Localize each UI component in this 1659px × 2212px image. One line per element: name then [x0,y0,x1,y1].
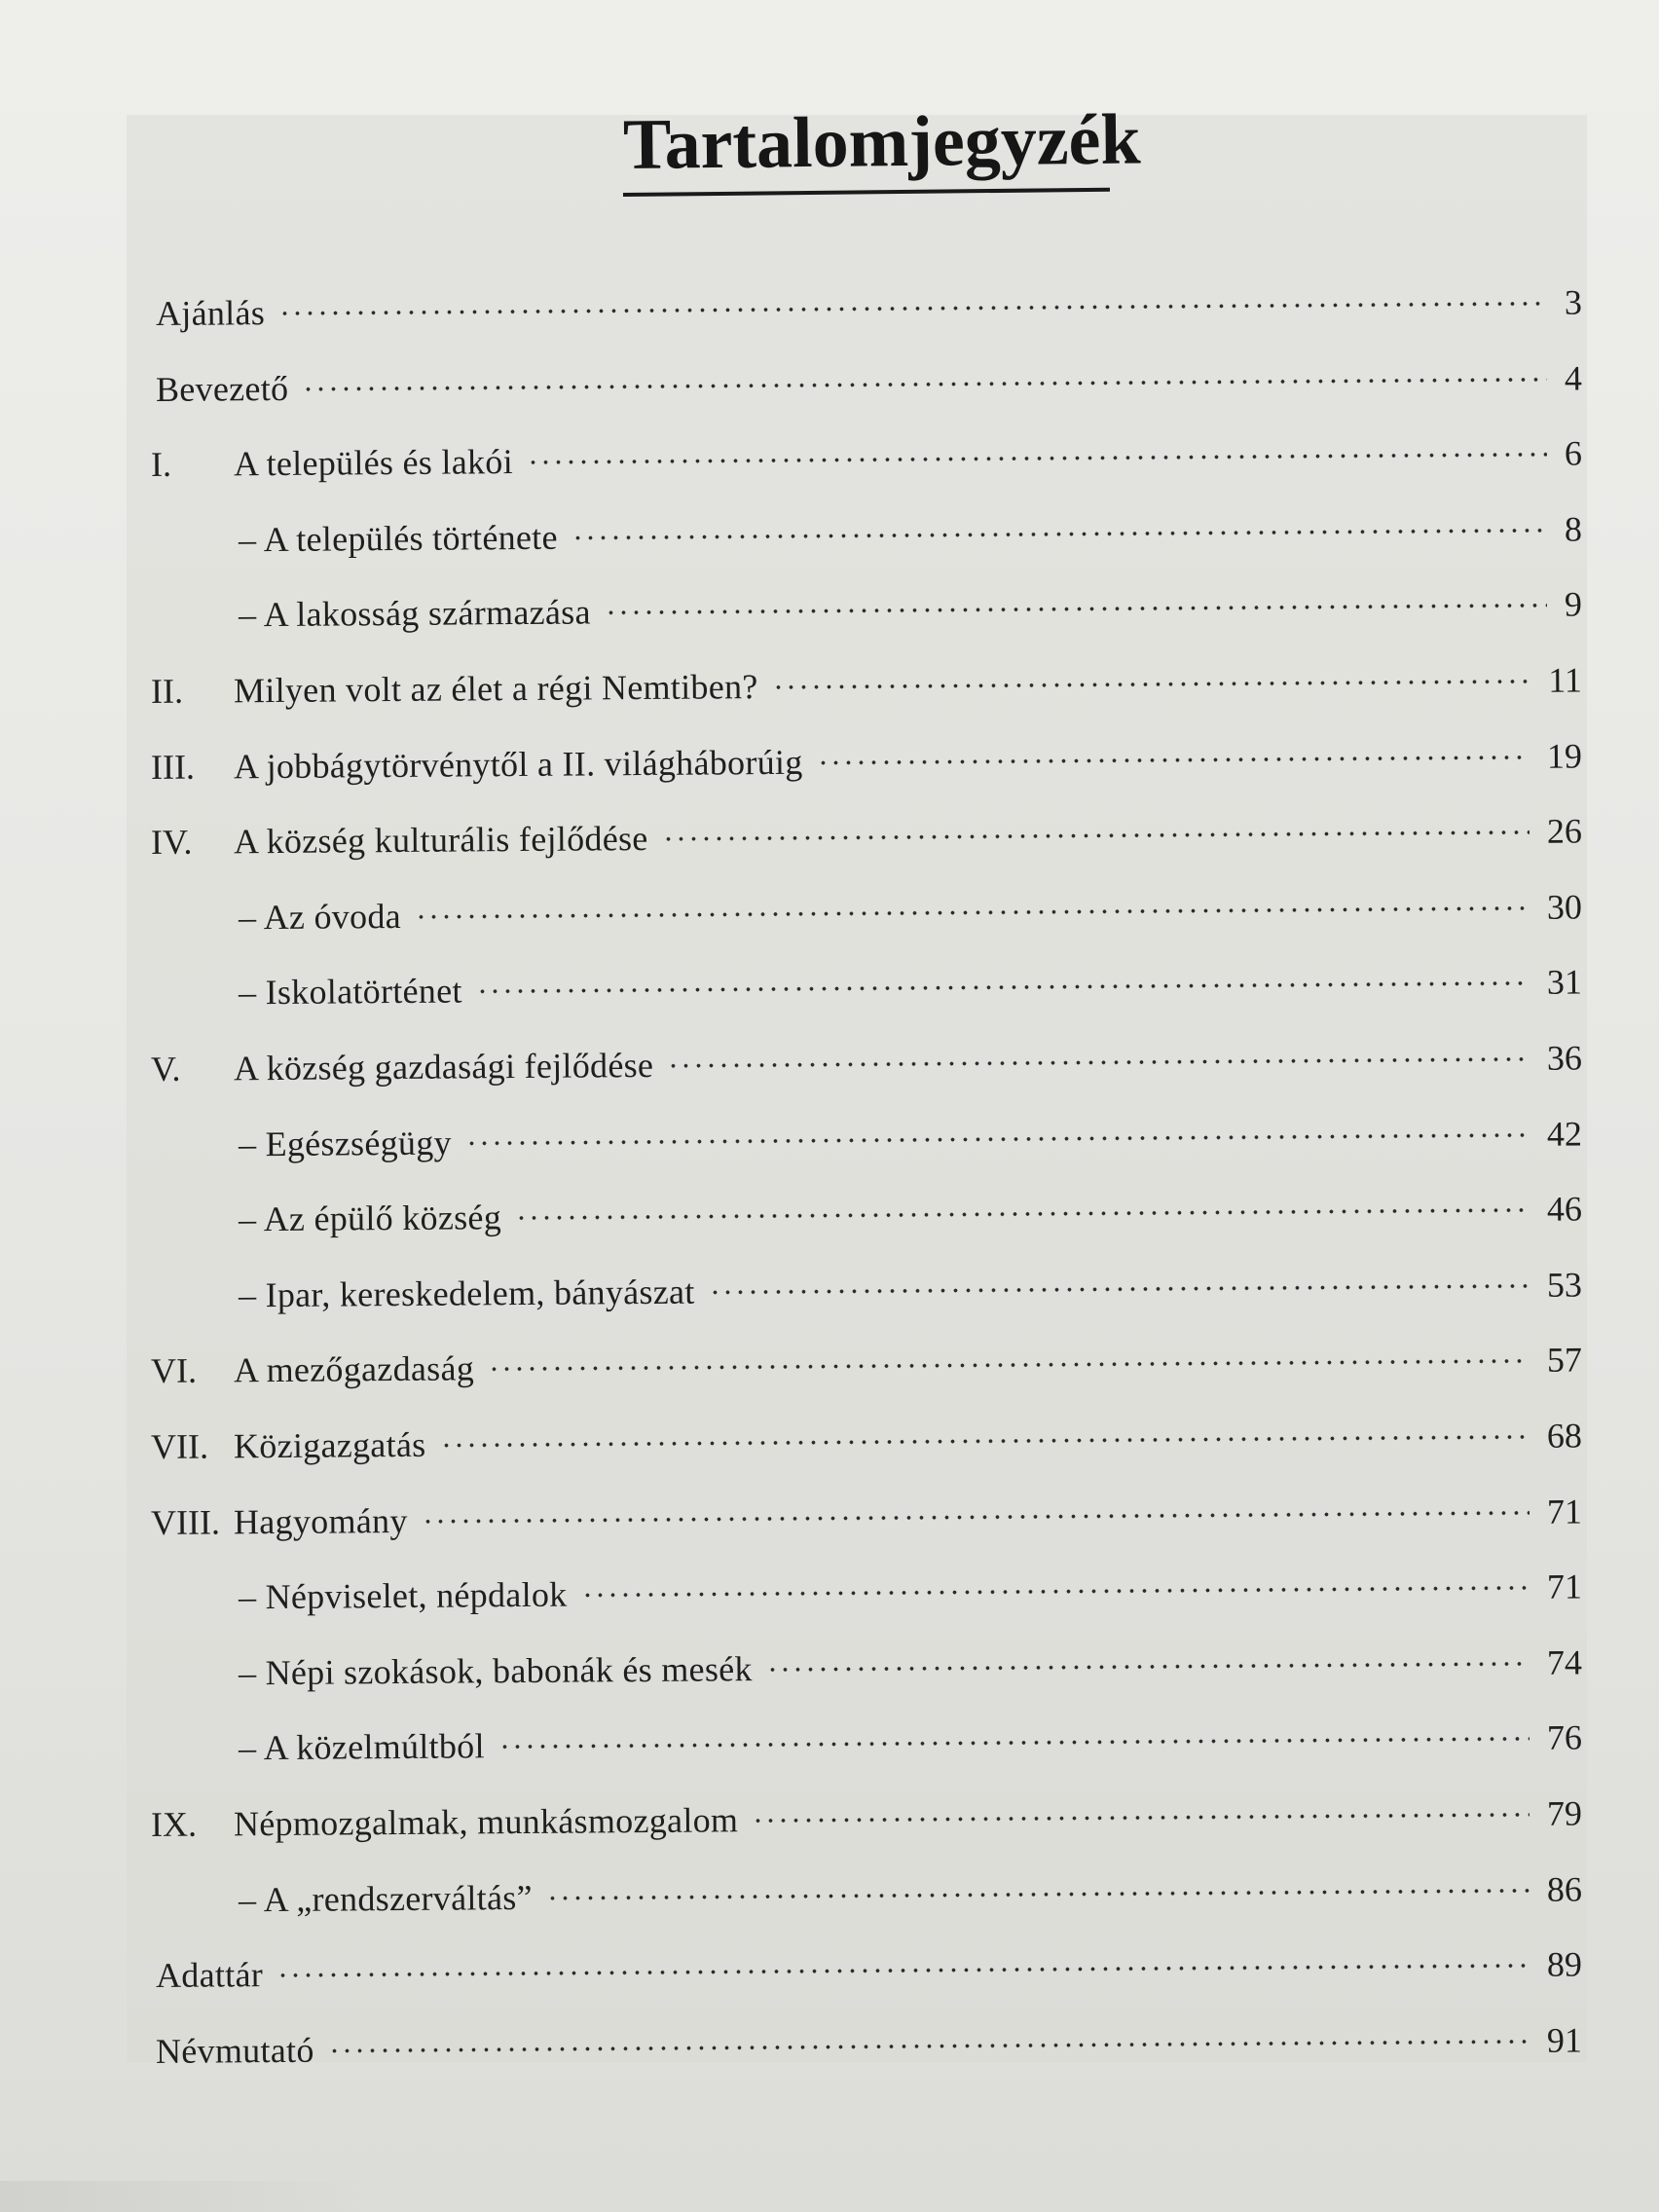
toc-entry-title: A jobbágytörvénytől a II. világháborúig [233,742,803,786]
toc-page-number: 36 [1546,1038,1583,1078]
toc-chapter-number: VII. [150,1426,209,1466]
toc-page-number: 53 [1546,1265,1583,1305]
toc-subentry [151,1864,1582,1925]
page-title: Tartalomjegyzék [622,99,1141,185]
toc-entry-title: – Népviselet, népdalok [238,1574,568,1617]
toc-entry-title: – Iskolatörténet [238,971,462,1013]
toc-entry [156,353,1582,414]
toc-page-number: 71 [1546,1492,1583,1531]
toc-chapter-number: II. [150,671,184,711]
toc-entry-title: – A közelmúltból [238,1726,485,1768]
toc-subentry [151,1260,1582,1320]
toc-leader-dots [605,604,1547,615]
toc-chapter-number: IX. [150,1804,198,1844]
toc-page-number: 68 [1546,1416,1583,1456]
toc-page-number: 6 [1564,433,1583,473]
toc-leader-dots [498,1737,1530,1749]
toc-page-number: 26 [1546,811,1583,851]
toc-subentry [151,882,1582,942]
toc-subentry [151,1638,1582,1698]
toc-leader-dots [476,981,1530,993]
toc-entry [151,1788,1582,1849]
toc-leader-dots [278,302,1547,315]
toc-entry-title: Ajánlás [155,293,266,333]
toc-subentry [151,580,1582,641]
toc-entry-title: – Ipar, kereskedelem, bányászat [238,1272,695,1315]
toc-chapter-number: V. [150,1049,181,1088]
toc-subentry [151,1563,1582,1623]
toc-leader-dots [752,1813,1530,1823]
toc-entry-title: – Népi szokások, babonák és mesék [238,1648,753,1693]
toc-page-number: 91 [1546,2020,1583,2060]
toc-leader-dots [571,529,1547,540]
toc-entry-title: – Egészségügy [238,1123,453,1163]
toc-leader-dots [709,1284,1530,1295]
toc-entry-title: Közigazgatás [233,1424,426,1466]
toc-page-number: 11 [1548,660,1583,700]
toc-subentry [151,958,1582,1018]
toc-entry [156,277,1582,338]
toc-entry-title: – A „rendszerváltás” [238,1877,534,1919]
toc-page-number: 19 [1546,736,1583,776]
toc-chapter-number: VIII. [150,1502,221,1542]
toc-page-number: 79 [1546,1793,1583,1833]
toc-subentry [151,1714,1582,1774]
toc-entry-title: Milyen volt az élet a régi Nemtiben? [233,667,758,711]
corner-smudge [0,2181,389,2212]
toc-subentry [151,504,1582,565]
toc-page-number: 42 [1546,1114,1583,1154]
toc-entry [151,429,1582,490]
toc-entry-title: A mezőgazdaság [233,1348,475,1390]
toc-entry [151,1411,1582,1471]
toc-leader-dots [276,1964,1530,1977]
toc-chapter-number: III. [150,747,196,787]
toc-leader-dots [422,1510,1530,1523]
toc-leader-dots [515,1208,1530,1220]
toc-page-number: 89 [1546,1944,1583,1984]
toc-page-number: 57 [1546,1340,1583,1381]
toc-chapter-number: IV. [150,822,193,863]
toc-leader-dots [527,453,1547,464]
toc-leader-dots [546,1888,1530,1899]
toc-page-number: 3 [1564,282,1583,322]
toc-leader-dots [581,1586,1530,1598]
toc-page-number: 76 [1546,1717,1583,1758]
toc-entry-title: – A település története [238,517,558,560]
toc-subentry [151,1185,1582,1245]
toc-chapter-number: I. [150,445,172,485]
toc-leader-dots [440,1435,1530,1448]
toc-leader-dots [465,1132,1530,1145]
toc-entry [151,807,1582,867]
toc-leader-dots [766,1662,1530,1672]
toc-page-number: 46 [1546,1189,1583,1229]
toc-leader-dots [662,830,1530,841]
toc-page-number: 86 [1546,1869,1583,1909]
toc-page-number: 71 [1546,1567,1583,1606]
toc-entry-title: Adattár [155,1955,264,1996]
toc-page-number: 31 [1546,962,1583,1003]
toc-entry [151,1487,1582,1547]
toc-entry-title: – Az óvoda [238,896,402,938]
toc-subentry [151,1109,1582,1169]
toc-entry-title: A község gazdasági fejlődése [233,1045,654,1088]
toc-page-number: 8 [1564,509,1583,549]
toc-page-number: 9 [1564,584,1583,624]
toc-leader-dots [302,377,1547,390]
toc-entry [151,731,1582,792]
toc-entry-title: Névmutató [155,2030,314,2071]
toc-entry [151,655,1582,716]
toc-entry-title: A település és lakói [233,442,514,484]
toc-leader-dots [817,755,1530,764]
toc-page-number: 30 [1546,887,1583,927]
toc-entry-title: Bevezető [155,368,289,409]
toc-entry-title: A község kulturális fejlődése [233,819,648,862]
toc-entry-title: – Az épülő község [238,1198,502,1239]
toc-leader-dots [772,680,1530,689]
toc-entry [151,1033,1582,1093]
toc-leader-dots [328,2040,1530,2053]
toc-entry [156,1940,1582,2001]
toc-entry [156,2015,1582,2076]
toc-leader-dots [415,906,1530,919]
toc-leader-dots [667,1057,1530,1068]
toc-page-number: 4 [1564,358,1583,398]
toc-entry-title: Népmozgalmak, munkásmozgalom [233,1800,739,1844]
toc-entry [151,1336,1582,1396]
toc-page-number: 74 [1546,1642,1583,1682]
toc-entry-title: – A lakosság származása [238,592,591,635]
toc-entry-title: Hagyomány [233,1500,408,1541]
toc-chapter-number: VI. [150,1351,198,1391]
toc-leader-dots [488,1359,1530,1371]
